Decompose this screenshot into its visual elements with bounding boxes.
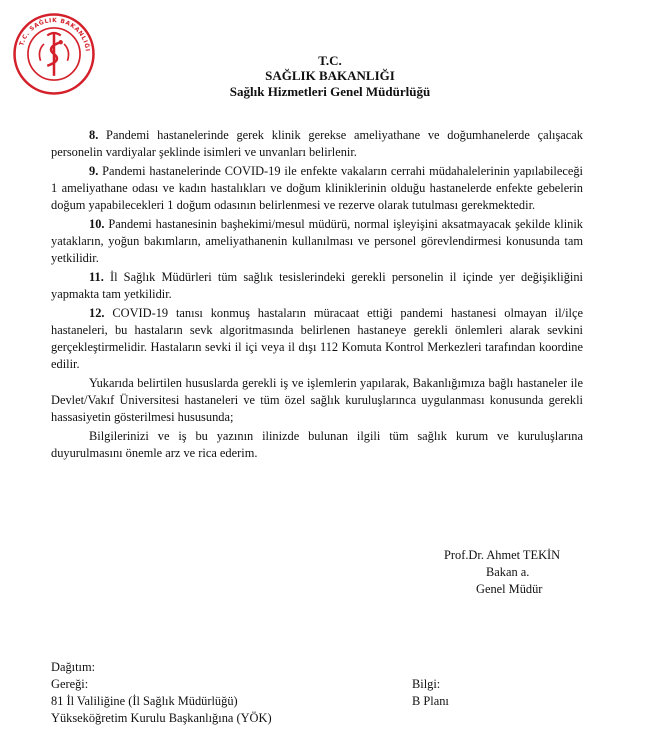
- paragraph-number: 10.: [89, 217, 105, 231]
- seal-ring-text: T.C. SAĞLIK BAKANLIĞI: [19, 18, 90, 53]
- paragraph-request: [51, 375, 583, 426]
- paragraph-text: Pandemi hastanesinin başhekimi/mesul müdürü, normal işleyişini aksatmayacak şekilde klinik yatakların, yoğun bakımların, ameliyathanenin kullanılması ve personel görevlendirmesi konusunda tam yetkilidir.: [51, 217, 583, 265]
- paragraph-closing: [51, 428, 583, 462]
- bilgi-label: Bilgi:: [412, 677, 441, 691]
- paragraph-text: Pandemi hastanelerinde gerek klinik gerekse ameliyathane ve doğumhanelerde çalışacak personelin vardiyalar şeklinde isimleri ve unvanları belirlenir.: [51, 128, 583, 159]
- header-directorate: Sağlık Hizmetleri Genel Müdürlüğü: [229, 84, 431, 99]
- paragraph-12: [51, 305, 583, 373]
- letter-body: [51, 127, 583, 464]
- paragraph-9: [51, 163, 583, 214]
- signatory-title-line1: Bakan a.: [486, 565, 530, 579]
- header-tc: T.C.: [318, 53, 342, 68]
- info-list: [412, 676, 449, 710]
- gereg-item: 81 İl Valiliğine (İl Sağlık Müdürlüğü): [51, 694, 238, 708]
- paragraph-10: [51, 216, 583, 267]
- distribution-list: [51, 659, 272, 727]
- gereg-item: Yükseköğretim Kurulu Başkanlığına (YÖK): [51, 711, 272, 725]
- signature-block: [440, 547, 600, 598]
- signatory-name: Prof.Dr. Ahmet TEKİN: [444, 548, 561, 562]
- bilgi-item: B Planı: [412, 694, 449, 708]
- paragraph-number: 9.: [89, 164, 99, 178]
- paragraph-number: 11.: [89, 270, 104, 284]
- paragraph-number: 8.: [89, 128, 99, 142]
- paragraph-11: [51, 269, 583, 303]
- paragraph-text: Yukarıda belirtilen hususlarda gerekli iş ve işlemlerin yapılarak, Bakanlığımıza bağlı hastaneler ile Devlet/Vakıf Üniversitesi hastaneleri ve tüm özel sağlık kuruluşlarınca uygulanması konusunda gerekli hassasiyetin gösterilmesi hususunda;: [51, 376, 583, 424]
- paragraph-8: [51, 127, 583, 161]
- gereg-label: Gereği:: [51, 677, 89, 691]
- paragraph-text: Bilgilerinizi ve iş bu yazının ilinizde bulunan ilgili tüm sağlık kurum ve kuruluşlarına duyurulmasını önemle arz ve rica ederim.: [51, 429, 583, 460]
- paragraph-number: 12.: [89, 306, 105, 320]
- paragraph-text: İl Sağlık Müdürleri tüm sağlık tesislerindeki gerekli personelin il içinde yer değişikliğini yapmakta tam yetkilidir.: [51, 270, 583, 301]
- distribution-heading: Dağıtım:: [51, 660, 96, 674]
- header-ministry: SAĞLIK BAKANLIĞI: [265, 68, 395, 83]
- paragraph-text: Pandemi hastanelerinde COVID-19 ile enfekte vakaların cerrahi müdahalelerinin yapılabileceği 1 ameliyathane odası ve kadın hastalıkları ve doğum kliniklerinin olduğu hastanelerde enfekte gebelerin doğum yapabilecekleri 1 doğum odasının belirlenmesi ve rezerve olarak tutulması gerekmektedir.: [51, 164, 583, 212]
- signatory-title-line2: Genel Müdür: [476, 582, 543, 596]
- paragraph-text: COVID-19 tanısı konmuş hastaların müracaat ettiği pandemi hastanesi olmayan il/ilçe hastaneleri, bu hastaların sevk algoritmasında belirlenen hastaneye gerekli önlemleri alarak sevkini gerçekleştirmelidir. Hastaların sevki il içi veya il dışı 112 Komuta Kontrol Merkezleri tarafından koordine edilir.: [51, 306, 583, 371]
